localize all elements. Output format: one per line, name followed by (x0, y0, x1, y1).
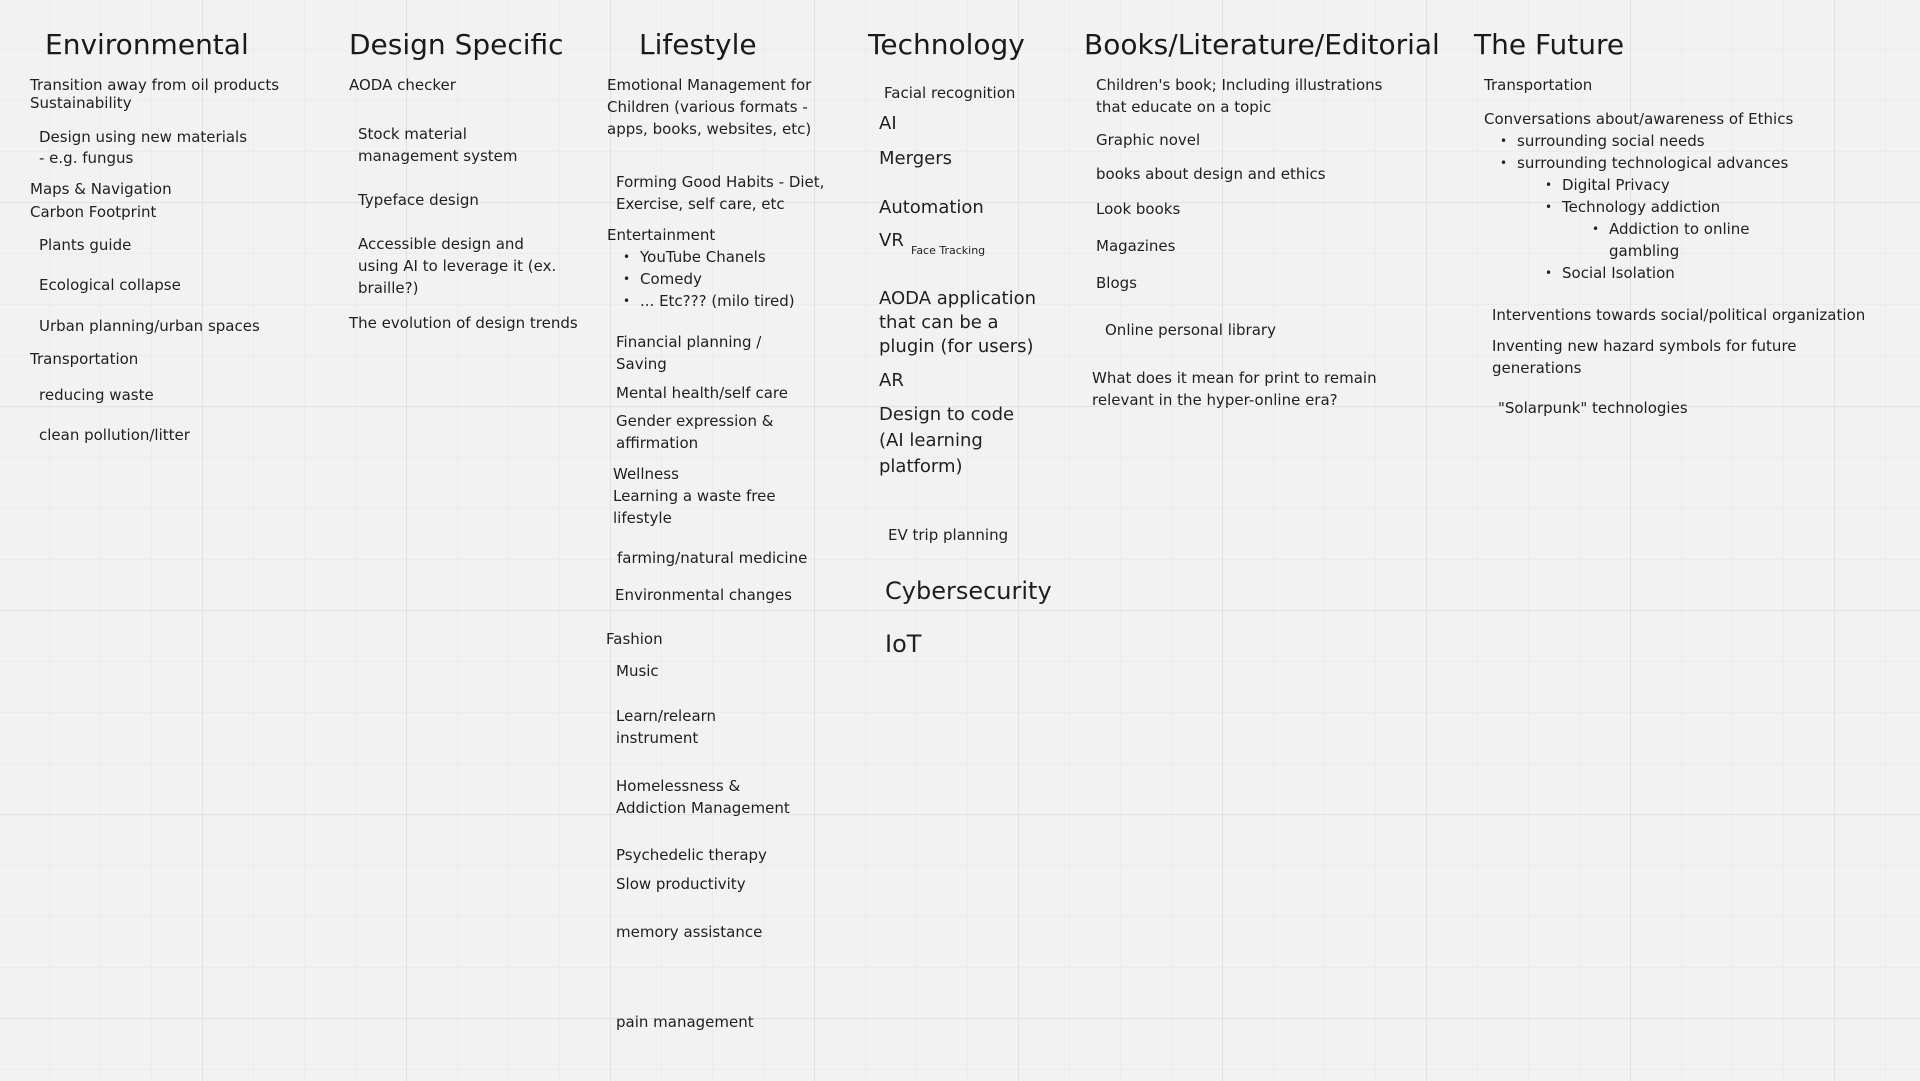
sticky-text[interactable]: (AI learning (879, 430, 983, 451)
column-heading-the-future[interactable]: The Future (1474, 28, 1625, 61)
sticky-text[interactable]: What does it mean for print to remain (1092, 369, 1377, 387)
sticky-text[interactable]: clean pollution/litter (39, 426, 190, 444)
sticky-text[interactable]: that can be a (879, 312, 999, 333)
sticky-text[interactable]: Music (616, 662, 659, 680)
bullet-item[interactable]: • Technology addiction (1562, 196, 1720, 218)
sticky-text[interactable]: Financial planning / (616, 333, 762, 351)
sticky-text[interactable]: using AI to leverage it (ex. (358, 257, 557, 275)
sticky-text[interactable]: pain management (616, 1013, 754, 1031)
sticky-text[interactable]: Forming Good Habits - Diet, (616, 173, 825, 191)
column-heading-lifestyle[interactable]: Lifestyle (639, 28, 757, 61)
sticky-text[interactable]: Interventions towards social/political organization (1492, 306, 1866, 324)
sticky-text[interactable]: plugin (for users) (879, 336, 1034, 357)
sticky-text[interactable]: Accessible design and (358, 235, 524, 253)
sticky-text[interactable]: Emotional Management for (607, 76, 812, 94)
column-heading-environmental[interactable]: Environmental (45, 28, 249, 61)
sticky-text[interactable]: Saving (616, 355, 667, 373)
sticky-text[interactable]: affirmation (616, 434, 699, 452)
sticky-text[interactable]: Inventing new hazard symbols for future (1492, 337, 1797, 355)
sticky-text[interactable]: Mergers (879, 148, 952, 169)
sticky-text[interactable]: Cybersecurity (885, 577, 1052, 605)
sticky-text[interactable]: Learn/relearn (616, 707, 717, 725)
bullet-item[interactable]: • ... Etc??? (milo tired) (640, 290, 795, 312)
sticky-text[interactable]: platform) (879, 456, 963, 477)
sticky-text[interactable]: Wellness (613, 465, 679, 483)
sticky-text[interactable]: Design using new materials (39, 128, 248, 146)
sticky-text[interactable]: Conversations about/awareness of Ethics (1484, 110, 1794, 128)
sticky-text[interactable]: EV trip planning (888, 526, 1009, 544)
sticky-text[interactable]: Graphic novel (1096, 131, 1201, 149)
sticky-text[interactable]: instrument (616, 729, 699, 747)
sticky-text[interactable]: management system (358, 147, 518, 165)
sticky-text[interactable]: memory assistance (616, 923, 763, 941)
sticky-text[interactable]: Addiction Management (616, 799, 790, 817)
sticky-text[interactable]: Stock material (358, 125, 467, 143)
sticky-text[interactable]: Sustainability (30, 94, 132, 112)
sticky-text[interactable]: books about design and ethics (1096, 165, 1326, 183)
bullet-item[interactable]: • Addiction to online (1609, 218, 1750, 240)
sticky-text[interactable]: Design to code (879, 404, 1015, 425)
sticky-text[interactable]: Typeface design (358, 191, 479, 209)
sticky-text[interactable]: Environmental changes (615, 586, 792, 604)
sticky-text[interactable]: Magazines (1096, 237, 1176, 255)
bullet-item[interactable]: • Comedy (640, 268, 702, 290)
bullet-item[interactable]: • YouTube Chanels (640, 246, 766, 268)
sticky-text[interactable]: Entertainment (607, 226, 716, 244)
sticky-text[interactable]: Exercise, self care, etc (616, 195, 785, 213)
sticky-text[interactable]: that educate on a topic (1096, 98, 1272, 116)
sticky-text[interactable]: reducing waste (39, 386, 154, 404)
sticky-text[interactable]: Children (various formats - (607, 98, 808, 116)
sticky-text[interactable]: Mental health/self care (616, 384, 788, 402)
bullet-item[interactable]: • surrounding social needs (1517, 130, 1705, 152)
sticky-text[interactable]: Fashion (606, 630, 663, 648)
sticky-text[interactable]: Carbon Footprint (30, 203, 157, 221)
sticky-text[interactable]: Look books (1096, 200, 1181, 218)
sticky-text[interactable]: "Solarpunk" technologies (1498, 399, 1688, 417)
sticky-text[interactable]: Learning a waste free (613, 487, 776, 505)
sticky-text[interactable]: generations (1492, 359, 1582, 377)
sticky-text[interactable]: Slow productivity (616, 875, 746, 893)
sticky-text[interactable]: Automation (879, 197, 984, 218)
sticky-text[interactable]: AI (879, 113, 897, 134)
sticky-text[interactable]: Children's book; Including illustrations (1096, 76, 1383, 94)
sticky-text[interactable]: farming/natural medicine (617, 549, 808, 567)
sticky-text[interactable]: Homelessness & (616, 777, 741, 795)
sticky-text[interactable]: Gender expression & (616, 412, 774, 430)
sticky-text[interactable]: Ecological collapse (39, 276, 181, 294)
sticky-text[interactable]: lifestyle (613, 509, 672, 527)
sticky-text[interactable]: IoT (885, 630, 922, 658)
sticky-text[interactable]: - e.g. fungus (39, 149, 134, 167)
bullet-item[interactable]: • Digital Privacy (1562, 174, 1670, 196)
sticky-text[interactable]: Face Tracking (911, 244, 986, 257)
sticky-text[interactable]: apps, books, websites, etc) (607, 120, 812, 138)
sticky-text[interactable]: AR (879, 370, 904, 391)
column-heading-technology[interactable]: Technology (868, 28, 1025, 61)
sticky-text[interactable]: Transition away from oil products (30, 76, 280, 94)
sticky-text[interactable]: Transportation (1484, 76, 1593, 94)
column-heading-books[interactable]: Books/Literature/Editorial (1084, 28, 1440, 61)
sticky-text[interactable]: AODA checker (349, 76, 456, 94)
sticky-text[interactable]: Plants guide (39, 236, 132, 254)
sticky-text[interactable]: Facial recognition (884, 84, 1016, 102)
sticky-text[interactable]: gambling (1609, 242, 1680, 260)
sticky-text[interactable]: Online personal library (1105, 321, 1276, 339)
sticky-text[interactable]: Urban planning/urban spaces (39, 317, 260, 335)
sticky-text[interactable]: Transportation (30, 350, 139, 368)
sticky-text[interactable]: The evolution of design trends (349, 314, 578, 332)
sticky-text[interactable]: Maps & Navigation (30, 180, 172, 198)
bullet-item[interactable]: • Social Isolation (1562, 262, 1675, 284)
sticky-text[interactable]: VR (879, 230, 904, 251)
sticky-text[interactable]: braille?) (358, 279, 419, 297)
sticky-text[interactable]: Blogs (1096, 274, 1137, 292)
bullet-item[interactable]: • surrounding technological advances (1517, 152, 1788, 174)
sticky-text[interactable]: Psychedelic therapy (616, 846, 767, 864)
sticky-text[interactable]: relevant in the hyper-online era? (1092, 391, 1338, 409)
sticky-text[interactable]: AODA application (879, 288, 1037, 309)
column-heading-design-specific[interactable]: Design Specific (349, 28, 564, 61)
